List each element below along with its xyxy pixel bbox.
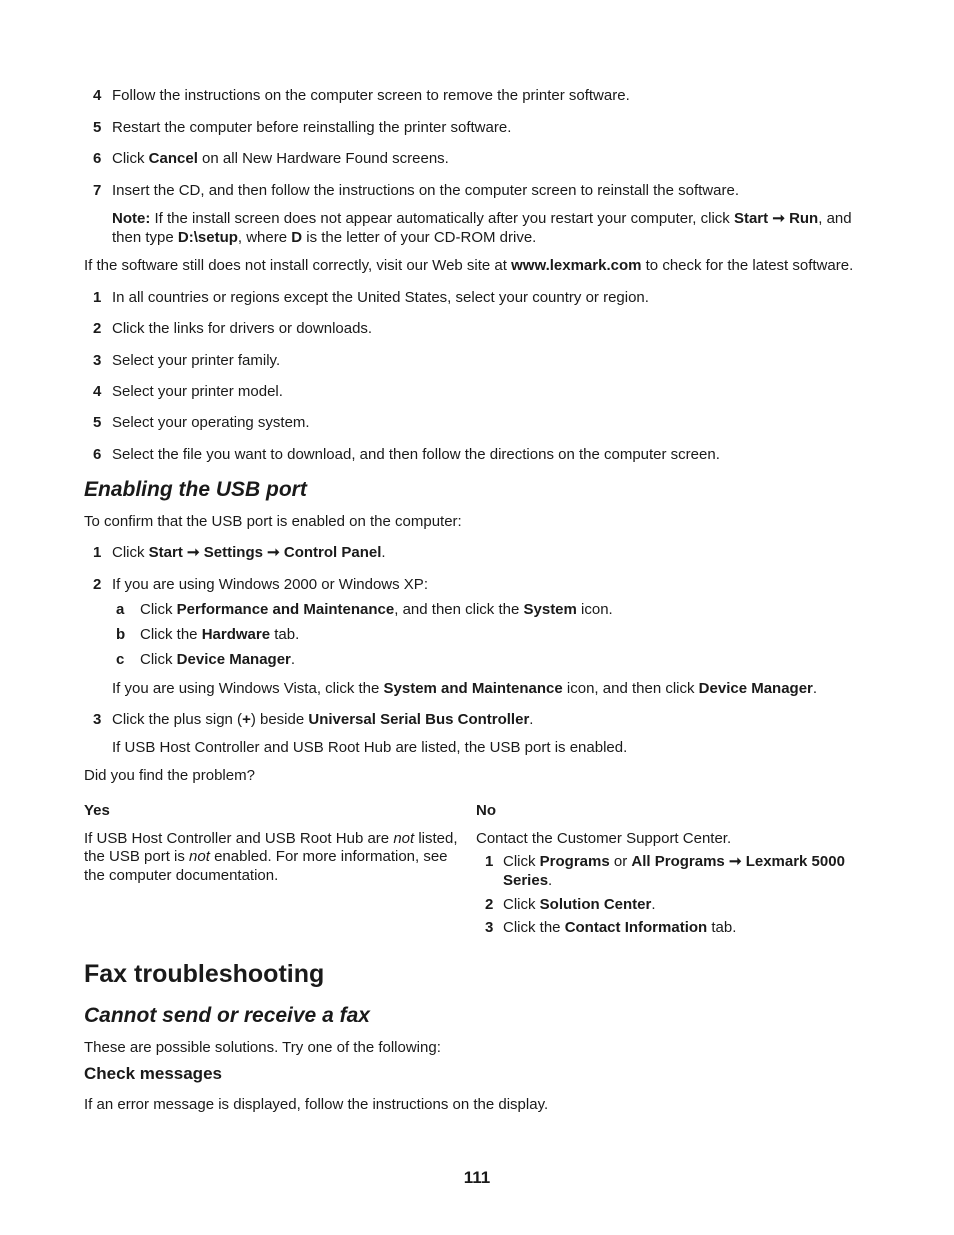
no-step-2-num: 2 bbox=[485, 896, 494, 913]
question: Did you find the problem? bbox=[84, 767, 255, 784]
usb-section-heading: Enabling the USB port bbox=[84, 478, 307, 501]
website-link[interactable]: www.lexmark.com bbox=[511, 257, 642, 274]
no-step-3: Click the Contact Information tab. bbox=[503, 919, 737, 936]
yes-text-line-1: If USB Host Controller and USB Root Hub are not listed, bbox=[84, 830, 458, 847]
yes-text-line-2: the USB port is not enabled. For more information, see bbox=[84, 848, 448, 865]
no-intro: Contact the Customer Support Center. bbox=[476, 830, 732, 847]
vista-note: If you are using Windows Vista, click the System and Maintenance icon, and then click Device Manager. bbox=[112, 680, 818, 697]
no-step-1-num: 1 bbox=[485, 853, 494, 870]
usb-intro: To confirm that the USB port is enabled on the computer: bbox=[84, 513, 462, 530]
check-messages-heading: Check messages bbox=[84, 1064, 222, 1083]
check-messages-text: If an error message is displayed, follow the instructions on the display. bbox=[84, 1096, 549, 1113]
page-number: 111 bbox=[463, 1168, 491, 1187]
arrow-icon: ➞ bbox=[728, 853, 742, 870]
arrow-icon: ➞ bbox=[772, 210, 785, 227]
arrow-icon: ➞ bbox=[267, 544, 280, 561]
fax-intro: These are possible solutions. Try one of the following: bbox=[84, 1039, 441, 1056]
fax-heading: Fax troubleshooting bbox=[84, 960, 325, 988]
no-step-2: Click Solution Center. bbox=[503, 896, 656, 913]
no-step-1-line-2: Series. bbox=[503, 872, 553, 889]
yes-header: Yes bbox=[84, 802, 110, 819]
no-header: No bbox=[476, 802, 496, 819]
yes-text-line-3: the computer documentation. bbox=[84, 867, 279, 884]
website-paragraph: If the software still does not install correctly, visit our Web site at www.lexmark.com to check for the latest software. bbox=[84, 257, 854, 274]
no-step-3-num: 3 bbox=[485, 919, 494, 936]
fax-subheading: Cannot send or receive a fax bbox=[84, 1004, 370, 1027]
usb-step-3-note: If USB Host Controller and USB Root Hub are listed, the USB port is enabled. bbox=[112, 739, 628, 756]
arrow-icon: ➞ bbox=[187, 544, 200, 561]
no-step-1-line-1: Click Programs or All Programs ➞ Lexmark 5000 bbox=[503, 853, 845, 870]
